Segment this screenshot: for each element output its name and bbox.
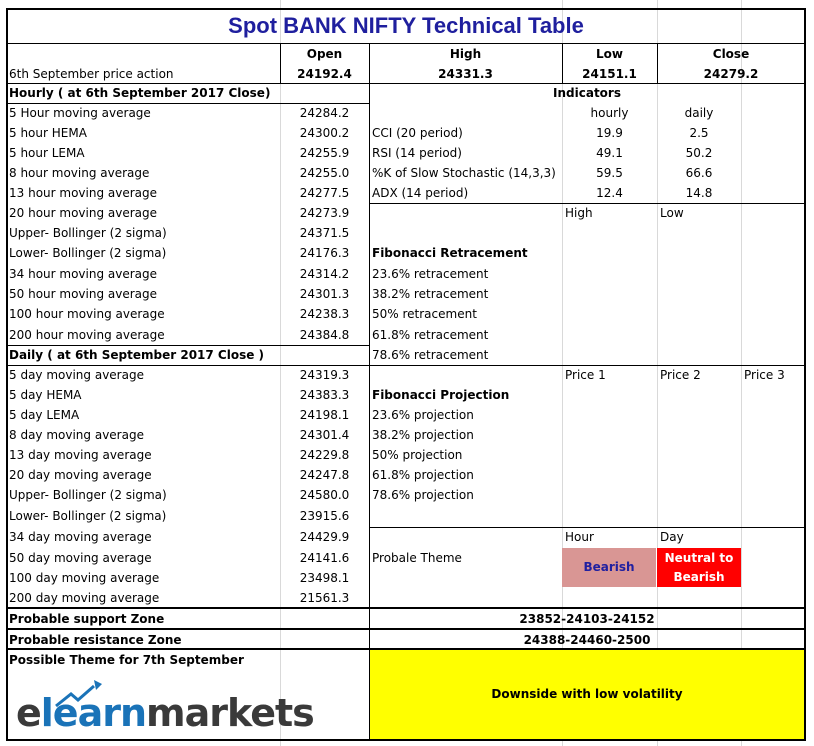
border bbox=[6, 8, 8, 741]
fib-retracement-row: 78.6% retracement bbox=[372, 348, 489, 362]
border bbox=[369, 203, 805, 204]
hourly-row-label: Upper- Bollinger (2 sigma) bbox=[9, 226, 167, 240]
page-title: Spot BANK NIFTY Technical Table bbox=[228, 13, 584, 38]
daily-row-value: 24141.6 bbox=[299, 551, 350, 565]
fib-col-high: High bbox=[565, 206, 593, 220]
price-high: 24331.3 bbox=[438, 67, 493, 81]
price-low: 24151.1 bbox=[582, 67, 637, 81]
price-close: 24279.2 bbox=[703, 67, 759, 81]
border bbox=[280, 44, 281, 84]
border bbox=[6, 607, 806, 609]
theme-day-badge bbox=[657, 548, 741, 587]
hourly-row-value: 24314.2 bbox=[299, 267, 350, 281]
header-low: Low bbox=[596, 47, 623, 61]
daily-row-value: 24229.8 bbox=[299, 448, 350, 462]
border bbox=[657, 44, 658, 84]
daily-row-label: 20 day moving average bbox=[9, 468, 152, 482]
hourly-row-label: 13 hour moving average bbox=[9, 186, 158, 200]
daily-row-label: 34 day moving average bbox=[9, 530, 152, 544]
svg-text:elearnmarkets bbox=[16, 691, 314, 735]
daily-row-label: Lower- Bollinger (2 sigma) bbox=[9, 509, 167, 523]
daily-row-label: 13 day moving average bbox=[9, 448, 152, 462]
daily-heading: Daily ( at 6th September 2017 Close ) bbox=[9, 348, 265, 362]
logo-markets: markets bbox=[146, 691, 314, 735]
proj-col-price1: Price 1 bbox=[565, 368, 606, 382]
daily-row-label: 5 day LEMA bbox=[9, 408, 80, 422]
theme-day-line2: Bearish bbox=[673, 570, 725, 584]
hourly-row-label: Lower- Bollinger (2 sigma) bbox=[9, 246, 167, 260]
fib-projection-row: 61.8% projection bbox=[372, 468, 474, 482]
indicator-hourly: 49.1 bbox=[596, 146, 623, 160]
header-high: High bbox=[449, 47, 482, 61]
logo-learn: learn bbox=[40, 691, 147, 735]
hourly-row-value: 24277.5 bbox=[299, 186, 350, 200]
support-value: 23852-24103-24152 bbox=[519, 612, 655, 626]
border bbox=[369, 527, 805, 528]
hourly-row-label: 34 hour moving average bbox=[9, 267, 158, 281]
fib-projection-heading: Fibonacci Projection bbox=[372, 388, 510, 402]
elearnmarkets-logo bbox=[16, 676, 314, 735]
indicator-daily: 14.8 bbox=[685, 186, 713, 200]
hourly-row-label: 20 hour moving average bbox=[9, 206, 158, 220]
indicators-col-daily: daily bbox=[684, 106, 714, 120]
theme-day-line1: Neutral to bbox=[664, 551, 734, 565]
indicators-heading: Indicators bbox=[553, 86, 621, 100]
hourly-row-label: 100 hour moving average bbox=[9, 307, 165, 321]
hourly-row-value: 24255.0 bbox=[299, 166, 350, 180]
fib-projection-row: 38.2% projection bbox=[372, 428, 474, 442]
indicators-col-hourly: hourly bbox=[590, 106, 629, 120]
indicator-daily: 2.5 bbox=[689, 126, 709, 140]
border bbox=[6, 8, 806, 10]
fib-projection-row: 78.6% projection bbox=[372, 488, 474, 502]
border bbox=[804, 8, 806, 741]
fib-retracement-row: 38.2% retracement bbox=[372, 287, 489, 301]
border bbox=[6, 739, 806, 741]
fib-projection-row: 50% projection bbox=[372, 448, 463, 462]
daily-row-label: 100 day moving average bbox=[9, 571, 160, 585]
logo-e: e bbox=[16, 691, 41, 735]
hourly-row-value: 24273.9 bbox=[299, 206, 350, 220]
daily-row-value: 23498.1 bbox=[299, 571, 350, 585]
indicator-hourly: 59.5 bbox=[596, 166, 623, 180]
daily-row-value: 24319.3 bbox=[299, 368, 350, 382]
daily-row-label: 8 day moving average bbox=[9, 428, 144, 442]
hourly-row-label: 50 hour moving average bbox=[9, 287, 158, 301]
hourly-row-value: 24238.3 bbox=[299, 307, 350, 321]
hourly-row-label: 5 hour HEMA bbox=[9, 126, 87, 140]
daily-row-label: 50 day moving average bbox=[9, 551, 152, 565]
hourly-row-value: 24176.3 bbox=[299, 246, 350, 260]
header-open: Open bbox=[306, 47, 343, 61]
daily-row-value: 24429.9 bbox=[299, 530, 350, 544]
indicator-hourly: 19.9 bbox=[596, 126, 623, 140]
theme-label: Probale Theme bbox=[372, 551, 462, 565]
daily-row-value: 24301.4 bbox=[299, 428, 350, 442]
resistance-value: 24388-24460-2500 bbox=[523, 633, 651, 647]
indicator-label: RSI (14 period) bbox=[372, 146, 462, 160]
hourly-row-label: 5 hour LEMA bbox=[9, 146, 85, 160]
border bbox=[6, 103, 369, 104]
price-open: 24192.4 bbox=[297, 67, 352, 81]
hourly-row-label: 200 hour moving average bbox=[9, 328, 165, 342]
daily-row-label: 5 day HEMA bbox=[9, 388, 82, 402]
hourly-row-label: 8 hour moving average bbox=[9, 166, 150, 180]
border bbox=[6, 83, 806, 84]
border bbox=[369, 365, 805, 366]
fib-retracement-row: 61.8% retracement bbox=[372, 328, 489, 342]
indicator-daily: 50.2 bbox=[685, 146, 713, 160]
hourly-row-value: 24371.5 bbox=[299, 226, 350, 240]
indicator-label: ADX (14 period) bbox=[372, 186, 469, 200]
hourly-row-value: 24384.8 bbox=[299, 328, 350, 342]
daily-row-label: 5 day moving average bbox=[9, 368, 144, 382]
daily-row-value: 23915.6 bbox=[299, 509, 350, 523]
hourly-row-value: 24300.2 bbox=[299, 126, 350, 140]
daily-row-value: 24198.1 bbox=[299, 408, 350, 422]
daily-row-value: 24580.0 bbox=[299, 488, 350, 502]
fib-retracement-heading: Fibonacci Retracement bbox=[372, 246, 528, 260]
indicator-daily: 66.6 bbox=[685, 166, 713, 180]
price-action-label: 6th September price action bbox=[9, 67, 174, 81]
proj-col-price3: Price 3 bbox=[744, 368, 785, 382]
hourly-row-value: 24301.3 bbox=[299, 287, 350, 301]
resistance-label: Probable resistance Zone bbox=[9, 633, 182, 647]
border bbox=[562, 44, 563, 84]
border bbox=[6, 365, 369, 366]
border bbox=[6, 628, 806, 630]
fib-col-low: Low bbox=[660, 206, 684, 220]
hourly-row-value: 24284.2 bbox=[299, 106, 350, 120]
daily-row-label: Upper- Bollinger (2 sigma) bbox=[9, 488, 167, 502]
fib-projection-row: 23.6% projection bbox=[372, 408, 474, 422]
daily-row-value: 21561.3 bbox=[299, 591, 350, 605]
hourly-row-value: 24255.9 bbox=[299, 146, 350, 160]
possible-theme-label: Possible Theme for 7th September bbox=[9, 653, 244, 667]
possible-theme-value: Downside with low volatility bbox=[491, 687, 683, 701]
indicator-hourly: 12.4 bbox=[596, 186, 623, 200]
daily-row-label: 200 day moving average bbox=[9, 591, 160, 605]
border bbox=[6, 648, 806, 650]
proj-col-price2: Price 2 bbox=[660, 368, 701, 382]
hourly-row-label: 5 Hour moving average bbox=[9, 106, 151, 120]
indicator-label: %K of Slow Stochastic (14,3,3) bbox=[372, 166, 556, 180]
border bbox=[6, 345, 369, 346]
theme-col-day: Day bbox=[660, 530, 684, 544]
border bbox=[369, 44, 370, 741]
fib-retracement-row: 23.6% retracement bbox=[372, 267, 489, 281]
border bbox=[6, 43, 806, 44]
fib-retracement-row: 50% retracement bbox=[372, 307, 477, 321]
theme-col-hour: Hour bbox=[565, 530, 594, 544]
header-close: Close bbox=[712, 47, 750, 61]
theme-hour-badge: Bearish bbox=[562, 548, 656, 587]
support-label: Probable support Zone bbox=[9, 612, 165, 626]
indicator-label: CCI (20 period) bbox=[372, 126, 463, 140]
daily-row-value: 24247.8 bbox=[299, 468, 350, 482]
hourly-heading: Hourly ( at 6th September 2017 Close) bbox=[9, 86, 271, 100]
daily-row-value: 24383.3 bbox=[299, 388, 350, 402]
